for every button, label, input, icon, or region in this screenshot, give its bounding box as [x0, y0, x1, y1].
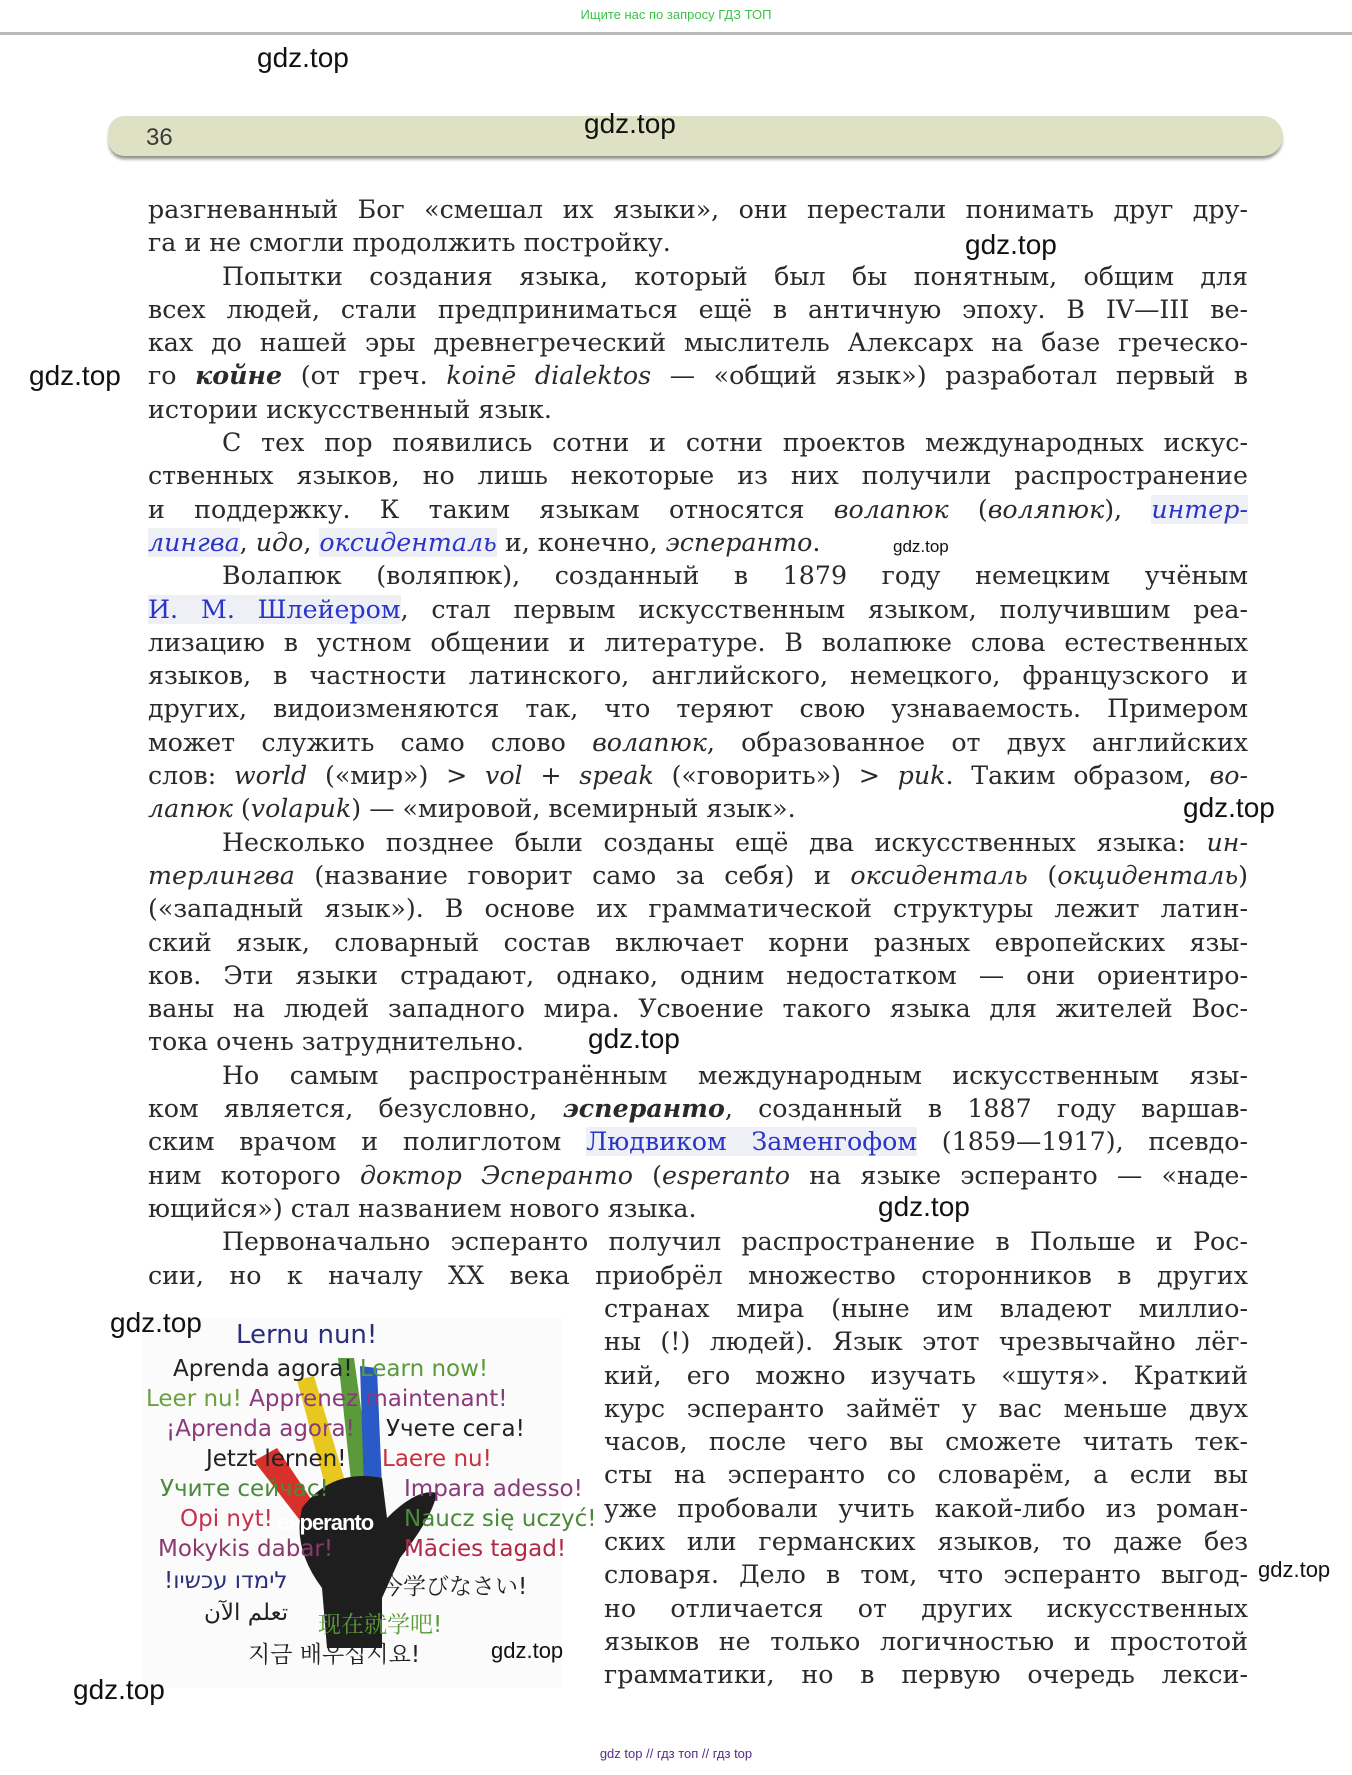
text-line: словаря. Дело в том, что эсперанто выгод- [604, 1560, 1248, 1590]
text-line: Но самым распространённым международным искусственным язы- [222, 1060, 1248, 1090]
text-line: грамматики, но в первую очередь лекси- [604, 1660, 1248, 1690]
paragraph-6 [148, 1059, 1248, 1225]
watermark: gdz.top [73, 1674, 165, 1705]
text-line: курс эсперанто займёт у вас меньше двух [604, 1393, 1248, 1423]
text-line: го койне (от греч. koinē dialektos — «общий язык») разработал первый в [148, 360, 1249, 391]
phrase: Laere nu! [382, 1446, 492, 1472]
watermark: gdz.top [878, 1191, 970, 1222]
footer-links[interactable]: gdz top // гдз топ // гдз top [599, 1746, 753, 1761]
text-line: разгневанный Бог «смешал их языки», они перестали понимать друг дру- [148, 195, 1248, 224]
link-schleyer[interactable]: И. М. Шлейером [148, 594, 401, 624]
paragraph-3 [148, 426, 1248, 559]
link-zamenhof[interactable]: Людвиком Заменгофом [586, 1127, 917, 1157]
watermark: gdz.top [491, 1638, 564, 1663]
phrase: Jetzt lernen! [206, 1446, 347, 1472]
text-line: Волапюк (воляпюк), созданный в 1879 году немецким учёным [222, 561, 1248, 591]
text-line: и поддержку. К таким языкам относятся волапюк (воляпюк), интер- [148, 494, 1248, 524]
phrase: Leer nu! Apprenez maintenant! [146, 1386, 508, 1412]
term-koine: койне [195, 360, 283, 391]
phrase: Impara adesso! [404, 1476, 583, 1502]
text-line: лизацию в устном общении и литературе. В волапюке слова естественных [148, 627, 1248, 657]
watermark: gdz.top [965, 229, 1057, 260]
esperanto-illustration [142, 1318, 597, 1688]
text-line: С тех пор появились сотни и сотни проектов международных искус- [222, 428, 1248, 458]
paragraph-7 [148, 1225, 1248, 1292]
text-line: ским врачом и полиглотом Людвиком Заменгофом (1859—1917), псевдо- [148, 1127, 1248, 1157]
link-occidental[interactable]: оксиденталь [319, 527, 497, 557]
text-line: ющийся») стал названием нового языка. [148, 1193, 697, 1223]
watermark: gdz.top [1258, 1557, 1331, 1582]
text-line: часов, после чего вы сможете читать тек- [604, 1427, 1248, 1457]
phrase: تعلم الآن [204, 1600, 289, 1626]
page-number: 36 [146, 124, 173, 151]
top-divider [0, 32, 1352, 35]
text-line: ских или германских языков, то даже без [604, 1527, 1248, 1557]
text-line: кий, его можно изучать «шутя». Краткий [604, 1360, 1248, 1390]
article-body [148, 193, 1248, 1292]
text-line: ны (!) людей). Язык этот чрезвычайно лёг- [604, 1327, 1248, 1357]
text-line: истории искусственный язык. [148, 394, 552, 424]
text-line: ваны на людей западного мира. Усвоение такого языка для жителей Вос- [148, 994, 1248, 1024]
phrase: Учете сега! [386, 1416, 525, 1442]
text-line: ков. Эти языки страдают, однако, одним недостатком — они ориентиро- [148, 960, 1248, 990]
phrase: Aprenda agora! Learn now! [173, 1356, 489, 1382]
text-line: ним которого доктор Эсперанто (esperanto на языке эсперанто — «наде- [148, 1160, 1249, 1190]
text-line: лапюк (volapuk) — «мировой, всемирный язык». [148, 794, 796, 824]
phrase: Lernu nun! [236, 1320, 378, 1350]
term-esperanto: эсперанто [562, 1093, 725, 1124]
text-line: может служить само слово волапюк, образованное от двух английских [148, 727, 1248, 757]
text-line: всех людей, стали предприниматься ещё в античную эпоху. В IV—III ве- [148, 294, 1248, 324]
phrase: Opi nyt! [180, 1506, 273, 1532]
text-line: языков, в частности латинского, английского, немецкого, французского и [148, 661, 1248, 691]
text-line: уже пробовали учить какой-либо из роман- [604, 1493, 1248, 1523]
text-line: га и не смогли продолжить постройку. [148, 228, 671, 258]
watermark: gdz.top [257, 42, 349, 73]
phrase: Mokykis dabar! [158, 1536, 334, 1562]
text-line: странах мира (ныне им владеют миллио- [604, 1294, 1248, 1323]
text-line: других, видоизменяются так, что теряют свою узнаваемость. Примером [148, 694, 1248, 724]
text-line: лингва, идо, оксиденталь и, конечно, эсперанто. [148, 527, 821, 557]
watermark: gdz.top [588, 1023, 680, 1054]
phrase: 지금 배우십시요! [248, 1642, 421, 1668]
text-line: языков не только логичностью и простотой [604, 1626, 1248, 1656]
text-line: ственных языков, но лишь некоторые из них получили распространение [148, 461, 1248, 491]
latin-term: koinē dialektos [446, 361, 652, 391]
text-line: Несколько позднее были созданы ещё два искусственных языка: ин- [222, 827, 1248, 857]
paragraph-7-continued [604, 1292, 1248, 1692]
watermark: gdz.top [584, 108, 676, 139]
text-line: слов: world («мир») > vol + speak («говорить») > puk. Таким образом, во- [148, 761, 1249, 791]
link-interlingua[interactable]: интер- [1151, 494, 1248, 524]
text-line: тока очень затруднительно. [148, 1027, 524, 1057]
text-line: ский язык, словарный состав включает корни разных европейских язы- [148, 927, 1248, 957]
phrase: 现在就学吧! [318, 1612, 443, 1638]
watermark: gdz.top [29, 360, 121, 391]
hand-label: esperanto [277, 1510, 374, 1535]
text-line: («западный язык»). В основе их грамматической структуры лежит латин- [148, 894, 1248, 924]
paragraph-4 [148, 559, 1248, 825]
text-line: Попытки создания языка, который был бы понятным, общим для [222, 261, 1248, 291]
top-banner: Ищите нас по запросу ГДЗ ТОП [580, 7, 772, 22]
paragraph-1 [148, 193, 1248, 260]
text-line: И. М. Шлейером, стал первым искусственным языком, получившим реа- [148, 594, 1248, 624]
phrase: 今学びなさい! [380, 1574, 528, 1600]
phrase: ¡Aprenda agora! [166, 1416, 355, 1442]
text-line: сты на эсперанто со словарём, а если вы [604, 1460, 1248, 1490]
watermark: gdz.top [1183, 792, 1275, 823]
phrase: !לימדו עכשיו [164, 1568, 288, 1594]
link-interlingua-cont[interactable]: лингва [148, 527, 240, 557]
text-line: терлингва (название говорит само за себя) и оксиденталь (окциденталь) [148, 860, 1248, 890]
text-line: но отличается от других искусственных [604, 1593, 1248, 1623]
phrase: Учите сейчас! [160, 1476, 329, 1502]
text-line: Первоначально эсперанто получил распространение в Польше и Рос- [222, 1227, 1248, 1257]
phrase: Naucz się uczyć! [404, 1506, 597, 1532]
phrase: Mācies tagad! [404, 1536, 567, 1562]
text-line: ках до нашей эры древнегреческий мыслитель Алексарх на базе греческо- [148, 328, 1248, 358]
paragraph-2 [148, 260, 1248, 426]
watermark: gdz.top [110, 1307, 202, 1338]
watermark: gdz.top [893, 537, 949, 556]
paragraph-5 [148, 826, 1248, 1059]
page-header-bar [108, 116, 1283, 156]
text-line: сии, но к началу XX века приобрёл множество сторонников в других [148, 1260, 1248, 1290]
text-line: ком является, безусловно, эсперанто, созданный в 1887 году варшав- [148, 1093, 1248, 1124]
